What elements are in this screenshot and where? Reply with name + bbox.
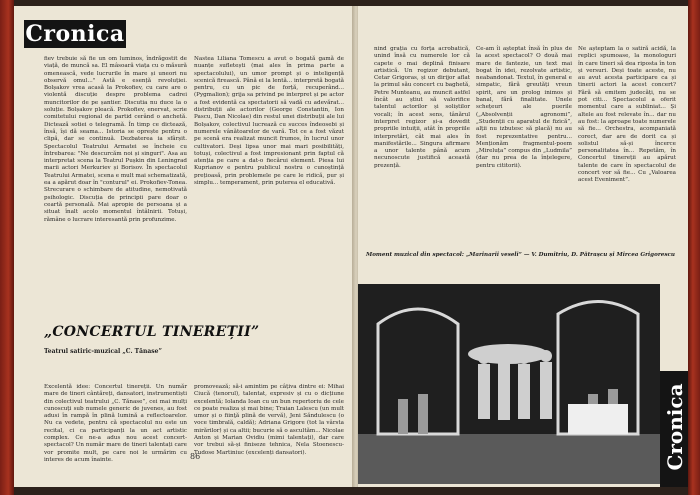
right-column-2-text: Ce-am îi așteptat însă în plus de la acest spectacol? O două mai mare de fantezie, un text mai bogat în idei, rezolvate artistic, neabandonat. Textul, în general e simpatic, fără greutăți vreun spirit, are un prolog inimos și banal, fără finalitate. Unele schețeuri ale puerile („Absolvenții agronomi”, „Studenții cu aparatul de fizică”, alții nu izbutesc să placă) nu au fost reprezentative pentru... Menționăm fragmentul-poem „Mireluța” compus din „Ludmila” (dar nu prea de la înțelegere, pentru cititorii). bbox=[476, 46, 572, 169]
section-badge-vertical-label: Cronica bbox=[663, 383, 687, 471]
left-page bbox=[14, 6, 354, 487]
section-badge-vertical bbox=[660, 371, 688, 487]
left-column-4-text: promovează; să-i amintim pe câțiva dintre ei: Mihai Ciucă (tenorul), talentat, expresiv și cu o dicțiune excelentă; Iolanda Ioan cu un bun repertoriu de cele ce poate realiza și mai bine; Traian Lalescu (un mult umor și o fiinţă plină de vervă), Jeni Săndulescu (o voce timbrală, caldă); Adriana Grigore (tot la vârsta mirărilor) și ca altii; bucurie să o ascultăm... Nicolae Anton și Marian Ovidiu (mimi talentați), dar care vor trebui să-și finiseze tehnica, Nela Stoenescu-Tudose Martiniuc (excelenți dansatori). bbox=[194, 384, 344, 456]
page-number: 86 bbox=[190, 452, 201, 461]
left-column-1 bbox=[44, 56, 187, 284]
photo-caption: Moment muzical din spectacol: „Marinarii veseli” — V. Dumitriu, D. Pătrașcu și Mircea Grigorescu bbox=[366, 252, 675, 258]
section-badge: Cronica bbox=[25, 21, 125, 47]
left-column-3-text: Excelentă idee: Concertul tinereții. Un număr mare de tineri cântăreți, dansatori, instrumentiști din colectivul teatrului „C. Tănase”, cei mai mulți cunoscuți sub numele generic de juvenes, au fost adusi în rampă în plină lumină a reflectoarelor. Nu ca vedete, pentru că spectacolul nu este un recital, ci ca participanți la un act artistic complex. Ce ne-a adus nou acest concert-spectacol? Un număr mare de tineri talentați care vor promite mult, pe care noi le urmărim cu interes de acum înainte. bbox=[44, 384, 187, 463]
left-column-3 bbox=[44, 384, 187, 474]
right-column-2 bbox=[476, 46, 572, 284]
left-column-1-text: fiev trebuie să fie un om luminos, îndrăgostit de viață, de muncă sa. El mâsoară viața cu o măsură omenească, vede lucrurile în mare și uneori nu observă omul..." Astă e esență revoluției. Bolșakov vrea acasă la Prokofiev, cu care are o violentă discuție despre problema cadrei muncitorilor de pe șantier. Discutia nu duce la o soluție. Bolșakov pleacă. Prokofiev, enervat, scrie comitetului regional de partid cerând o anchetă. Dictează sotiei o telegramă. În timp ce dictează, însă, își dă seama... Istoria se oprește pentru o clipă, dar se continuă. Dezbaterea ia sfârșit. Spectacolul Teatrului Armatei se încheie cu întrebarea: "Ne descurcăm noi și singuri". Asa au interpretat scena la Teatrul Pușkin din Leningrad marii actori Merkuriev și Borisov. În spectacolul Teatrului Armatei, scena e mult mai schematizată, ea a apărut doar în "conturul" ei. Prokofiev-Tonea. Strecurare o schimbare de atitudine, nemotivată psihologic. Discuția de principii pare doar o ceartă personală. Mai apropie de persoana și a situat înalt acolo momentul întâlnirii. Totuși, rămâne o lucrare interesantă prin profunzime. bbox=[44, 56, 187, 223]
article-subheadline: Teatrul satiric-muzical „C. Tănase” bbox=[44, 348, 162, 355]
right-page bbox=[358, 6, 688, 487]
left-column-4 bbox=[194, 384, 344, 474]
left-column-2-text: Nastea Liliana Tomescu a avut o bogată gamă de nuanțe sufletești (mai ales în prima parte a spectacolului), un umor prompt și o inteligență scenică firească. Până ei la lentă... interpretă bogată pentru, cu un pic de forță, recuperând... (Pygmalion); grija sa privind pe interpret și pe actor a fost evidentă ca spectatorii să vadă cu adevărat... distribuții ale actorilor (George Constantin, Ion Pascu, Dan Nicolae) din restul unei distribuții ale lui Bolșakov, colectivul lucrează cu succes îndeosebi și numerele vânătoarelor de vară. Tot ce a fost văzut pe scenă era realizat muncit frumos, în lucrul unor cultivatori. Deși lipsa unor mai mari posibilități, totuși, colectivul a fost impresionant prin faptul că atenția pe care a dat-o fiecărui element. Piesa lui Kuprianov e pentru publicul nostru o cunoștință prețioasă, prin problemele pe care le ridică, pur și simplu... temperament, prin puterea el educativă. bbox=[194, 56, 344, 187]
article-headline: „CONCERTUL TINEREȚII” bbox=[44, 324, 260, 340]
right-column-3 bbox=[578, 46, 676, 246]
book-binding-right bbox=[688, 0, 700, 495]
right-column-1 bbox=[374, 46, 470, 284]
stage-photo-illustration bbox=[358, 284, 660, 484]
right-column-1-text: nind grația cu forța acrobatică, unind însă cu numerele lor că capete o mai deplină finisare artistică. Un regizor debutant, Cetar Grigoras, și un dirijor aflat la primul său concert cu baghetă, Petre Munteanu, au muncit astfel încât au știut să valorifice talentul actorilor și soliștilor vocali; în acest sens, tânărul interpret regizor și-a dovedit propriile intuiții, atât în propriile interpretări, cât mai ales în manifestările... Singura afirmare a unor talente până acum necunoscute justifică această prezență. bbox=[374, 46, 470, 169]
book-binding-left bbox=[0, 0, 14, 495]
right-column-3-text: Ne așteptam la o satiră acidă, la replici spumoase, la monologuri în care tineri să dea riposta în ton și versuri. Deși toate aceste, nu au avut acesta participare ca și tinerii actori la acest concert? Fără să emitem judecăți, nu se pot citi... Spectacolul a oferit momentul care a subliniat... Și altele au fost relevate în... dar nu au fost: la aproape toate numerele să fie... Orchestra, acompaniată corect, dar are de dorit ca și solistul să-și încerce personalitatea în... Repetăm, în Concertul tinereții au apărut talente de care în spectacolul de concert vor să fie... Cu „Valoarea acest Eveniment”. bbox=[578, 46, 676, 184]
left-column-2 bbox=[194, 56, 344, 284]
stage-photo bbox=[358, 284, 660, 484]
